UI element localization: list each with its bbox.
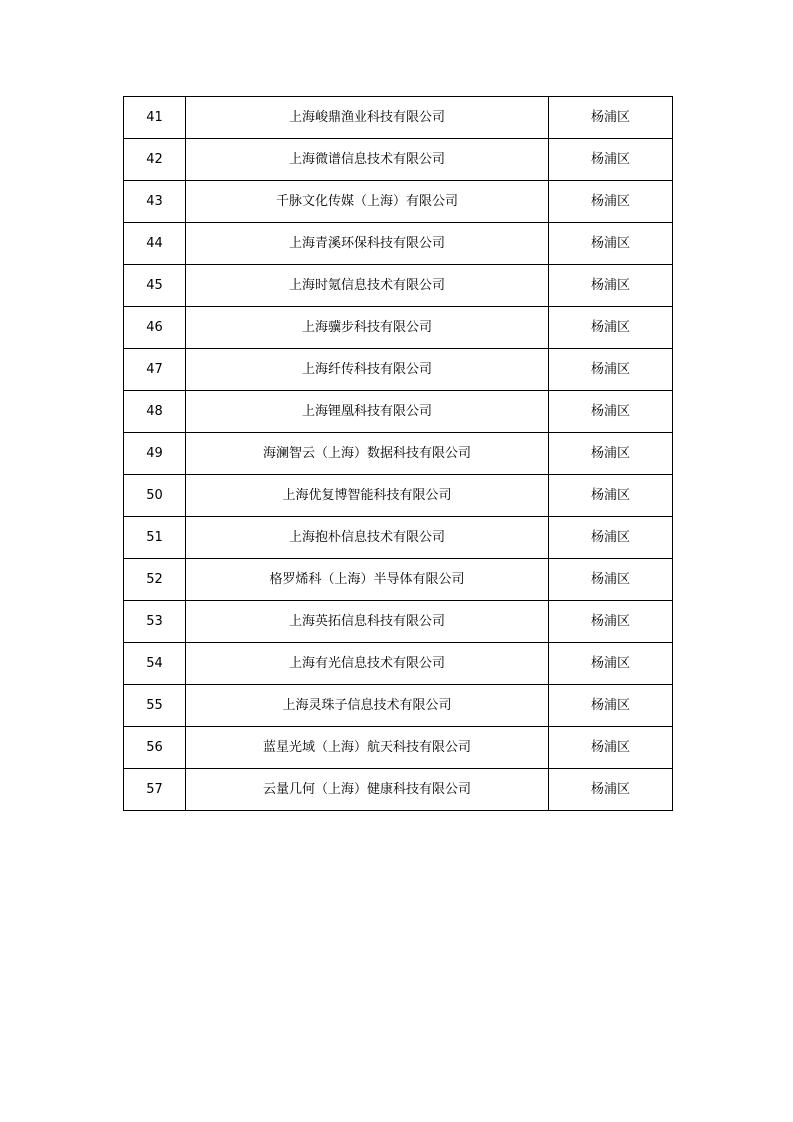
table-row (124, 601, 673, 643)
company-name: 上海锂凰科技有限公司 (186, 391, 549, 433)
district: 杨浦区 (549, 769, 673, 811)
row-number: 45 (124, 265, 186, 307)
row-number: 57 (124, 769, 186, 811)
district: 杨浦区 (549, 685, 673, 727)
company-name: 上海优复博智能科技有限公司 (186, 475, 549, 517)
company-name: 上海有光信息技术有限公司 (186, 643, 549, 685)
company-name: 千脉文化传媒（上海）有限公司 (186, 181, 549, 223)
district: 杨浦区 (549, 139, 673, 181)
company-name: 上海灵珠子信息技术有限公司 (186, 685, 549, 727)
district: 杨浦区 (549, 391, 673, 433)
table-row (124, 391, 673, 433)
row-number: 47 (124, 349, 186, 391)
district: 杨浦区 (549, 475, 673, 517)
company-name: 云量几何（上海）健康科技有限公司 (186, 769, 549, 811)
district: 杨浦区 (549, 517, 673, 559)
district: 杨浦区 (549, 643, 673, 685)
company-name: 上海峻鼎渔业科技有限公司 (186, 97, 549, 139)
table-row (124, 433, 673, 475)
row-number: 43 (124, 181, 186, 223)
company-name: 海澜智云（上海）数据科技有限公司 (186, 433, 549, 475)
table-row (124, 97, 673, 139)
district: 杨浦区 (549, 97, 673, 139)
table-row (124, 727, 673, 769)
company-name: 上海微谱信息技术有限公司 (186, 139, 549, 181)
table-row (124, 265, 673, 307)
company-name: 上海抱朴信息技术有限公司 (186, 517, 549, 559)
row-number: 42 (124, 139, 186, 181)
table-row (124, 643, 673, 685)
table-row (124, 181, 673, 223)
district: 杨浦区 (549, 559, 673, 601)
table-row (124, 139, 673, 181)
table-row (124, 223, 673, 265)
row-number: 56 (124, 727, 186, 769)
table-row (124, 685, 673, 727)
company-name: 上海纤传科技有限公司 (186, 349, 549, 391)
row-number: 50 (124, 475, 186, 517)
row-number: 44 (124, 223, 186, 265)
table-row (124, 349, 673, 391)
district: 杨浦区 (549, 223, 673, 265)
row-number: 53 (124, 601, 186, 643)
row-number: 46 (124, 307, 186, 349)
row-number: 49 (124, 433, 186, 475)
table-row (124, 769, 673, 811)
row-number: 54 (124, 643, 186, 685)
company-name: 上海青溪环保科技有限公司 (186, 223, 549, 265)
table-row (124, 475, 673, 517)
row-number: 55 (124, 685, 186, 727)
company-name: 上海时氪信息技术有限公司 (186, 265, 549, 307)
company-table (123, 96, 673, 811)
row-number: 41 (124, 97, 186, 139)
district: 杨浦区 (549, 349, 673, 391)
district: 杨浦区 (549, 181, 673, 223)
row-number: 48 (124, 391, 186, 433)
company-name: 蓝星光域（上海）航天科技有限公司 (186, 727, 549, 769)
district: 杨浦区 (549, 307, 673, 349)
row-number: 52 (124, 559, 186, 601)
company-name: 格罗烯科（上海）半导体有限公司 (186, 559, 549, 601)
district: 杨浦区 (549, 601, 673, 643)
district: 杨浦区 (549, 265, 673, 307)
table-row (124, 559, 673, 601)
table-row (124, 517, 673, 559)
district: 杨浦区 (549, 433, 673, 475)
district: 杨浦区 (549, 727, 673, 769)
table-row (124, 307, 673, 349)
row-number: 51 (124, 517, 186, 559)
company-name: 上海英拓信息科技有限公司 (186, 601, 549, 643)
company-name: 上海骥步科技有限公司 (186, 307, 549, 349)
